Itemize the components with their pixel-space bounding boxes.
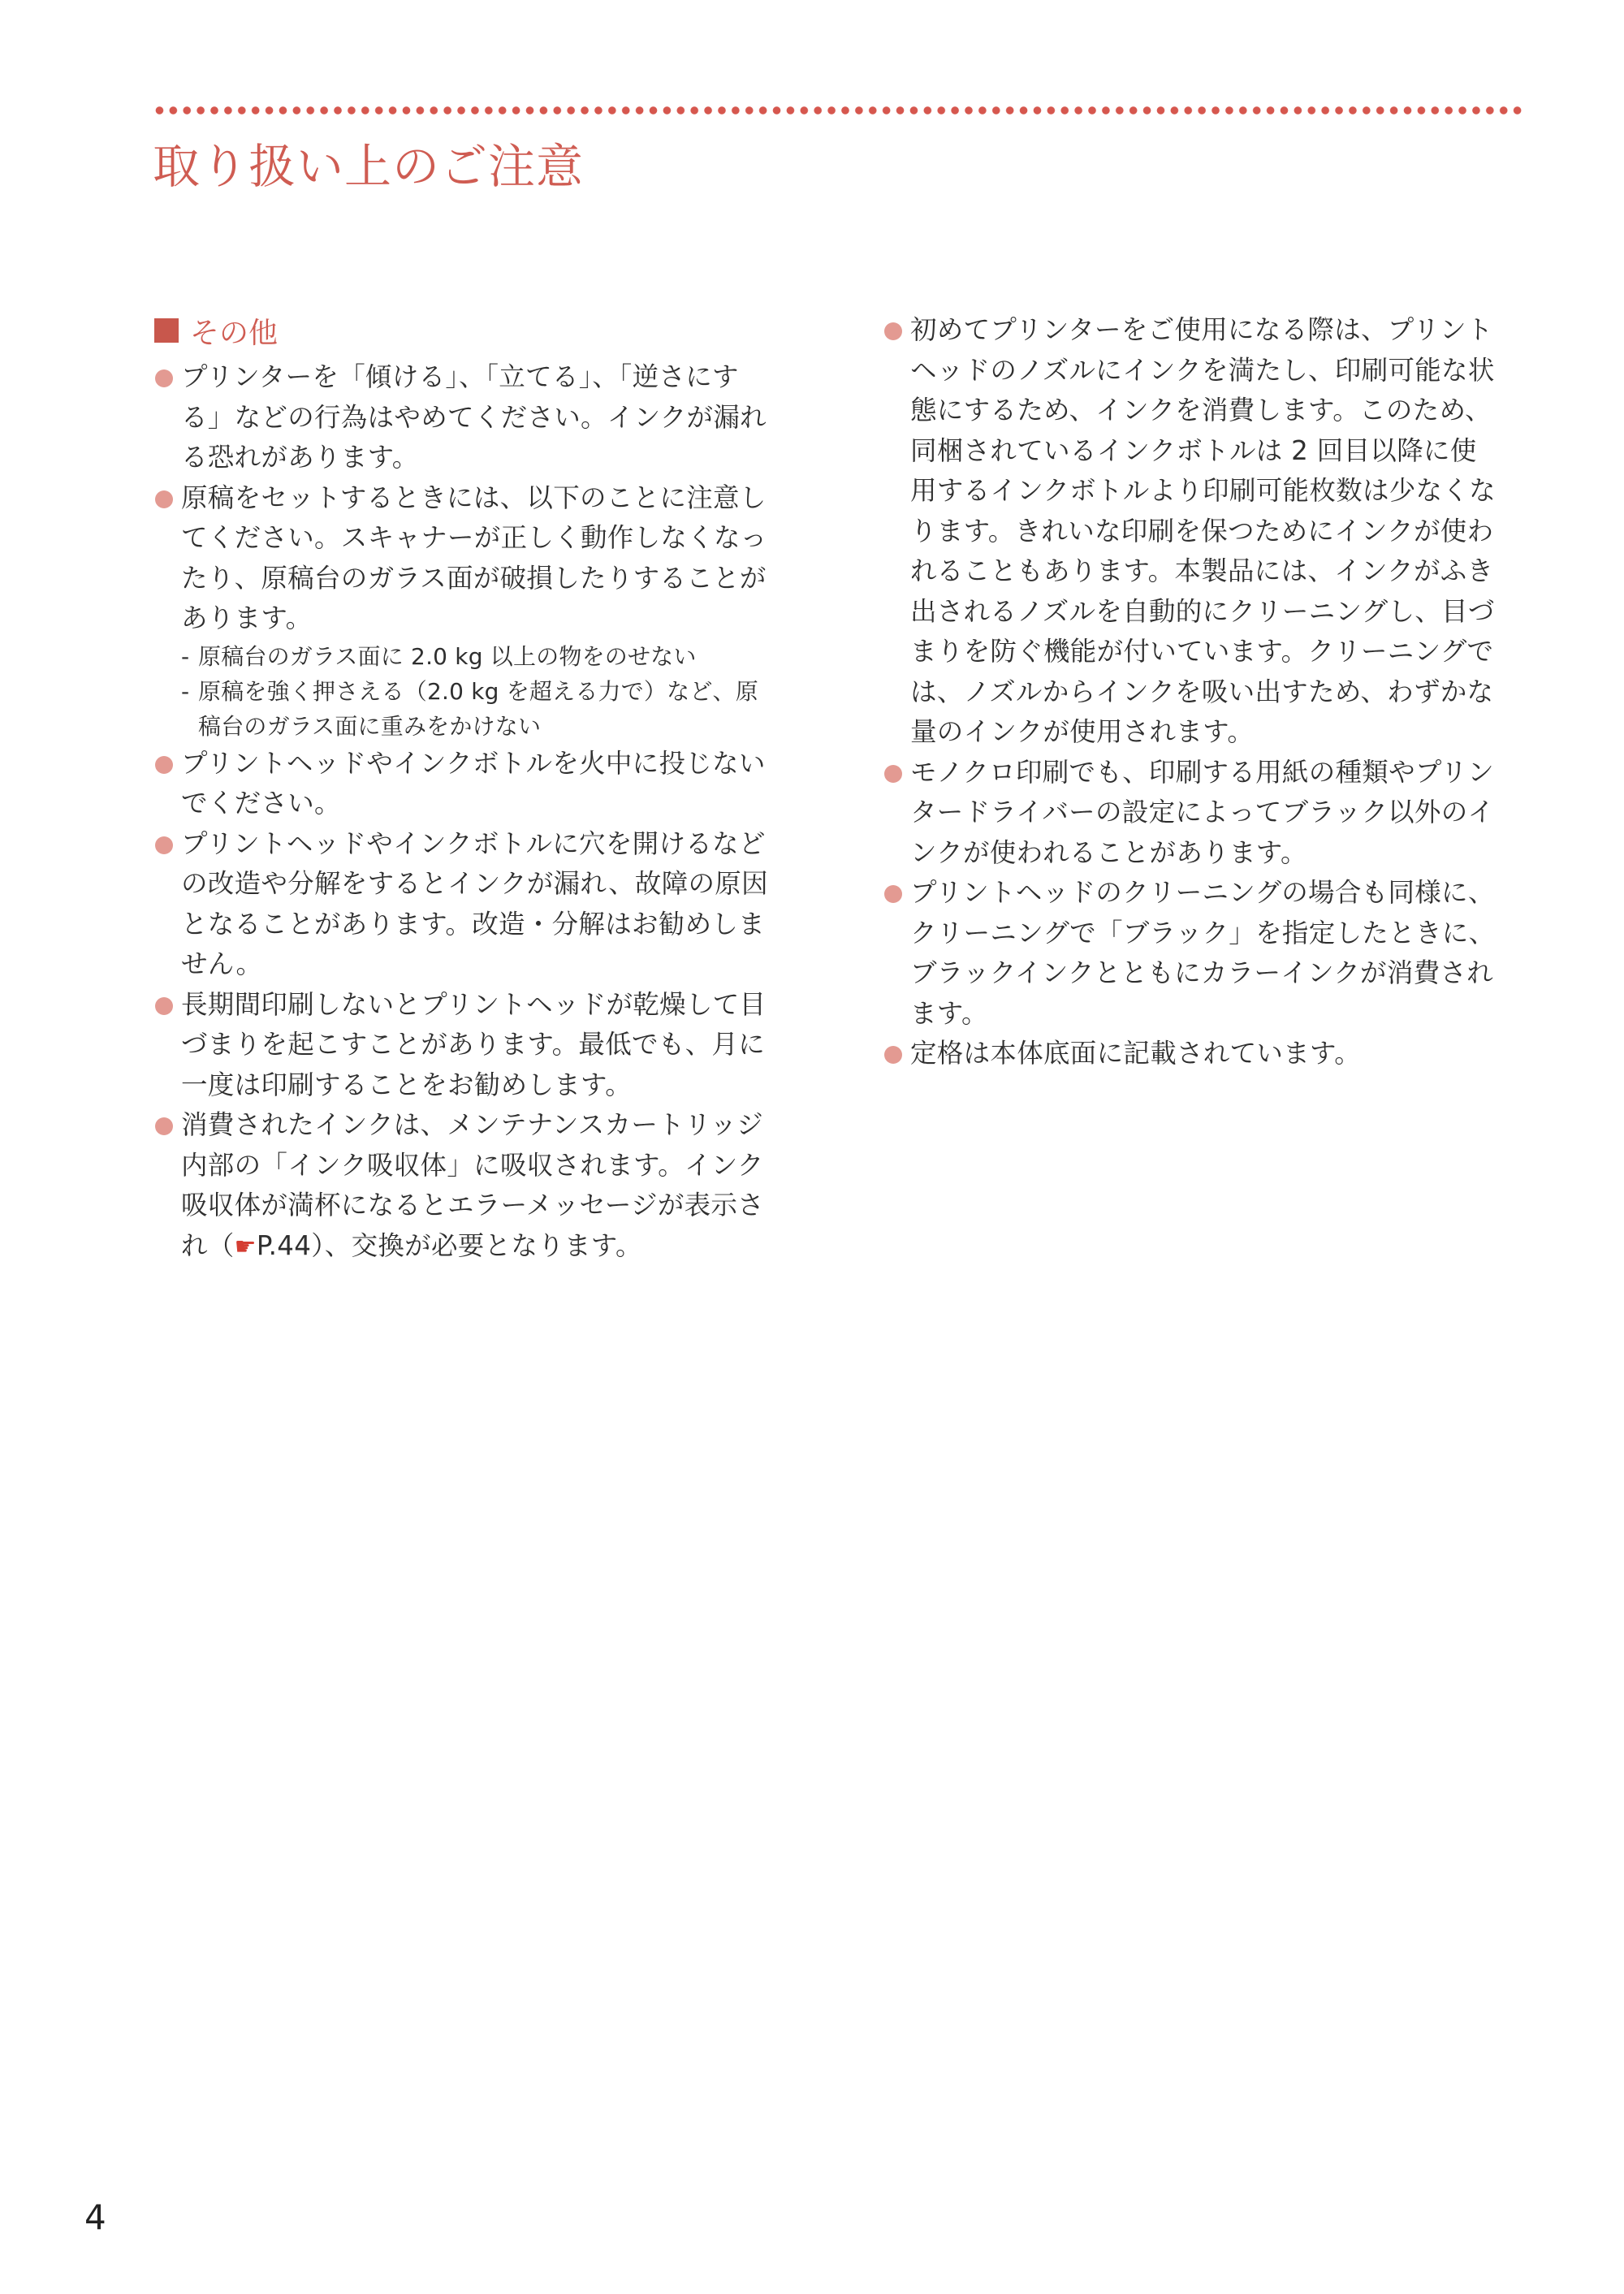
section-heading (154, 310, 771, 351)
page-title: 取り扱い上のご注意 (153, 139, 585, 194)
bullet-icon (155, 1117, 173, 1135)
sub-list-item (181, 639, 771, 674)
item-text: 初めてプリンターをご使用になる際は、プリントヘッドのノズルにインクを満たし、印刷可能な状態にするため、インクを消費します。このため、同梱されているインクボトルは 2 回目以降に使用するインクボトルより印刷可能枚数は少なくなります。きれいな印刷を保つためにインクが使われることもあります。本製品には、インクがふき出されるノズルを自動的にクリーニングし、目づまりを防ぐ機能が付いています。クリーニングでは、ノズルからインクを吸い出すため、わずかな量のインクが使用されます。 (910, 314, 1496, 747)
sub-list-item (181, 674, 771, 744)
list-item (883, 753, 1501, 874)
left-column (154, 310, 771, 1267)
list-item (154, 824, 771, 985)
list-item (154, 478, 771, 744)
item-text: 原稿をセットするときには、以下のことに注意してください。スキャナーが正しく動作しなくなったり、原稿台のガラス面が破損したりすることがあります。 (181, 482, 767, 633)
bullet-icon (155, 369, 173, 387)
item-text: 定格は本体底面に記載されています。 (910, 1038, 1362, 1069)
page-number: 4 (84, 2197, 106, 2237)
item-text: 長期間印刷しないとプリントヘッドが乾燥して目づまりを起こすことがあります。最低でも、月に一度は印刷することをお勧めします。 (181, 988, 767, 1100)
item-text (181, 1105, 771, 1267)
list-item (154, 744, 771, 824)
sub-item-text: 原稿を強く押さえる（2.0 kg を超える力で）など、原稿台のガラス面に重みをかけない (198, 677, 758, 740)
square-icon (154, 318, 179, 343)
list-item (154, 357, 771, 478)
list-item (154, 1105, 771, 1267)
sub-item-list (181, 639, 771, 744)
bullet-icon (155, 490, 173, 508)
right-item-list (883, 310, 1501, 1074)
item-text: プリントヘッドやインクボトルに穴を開けるなどの改造や分解をするとインクが漏れ、故障の原因となることがあります。改造・分解はお勧めしません。 (181, 827, 768, 979)
left-item-list (154, 357, 771, 1267)
dash-icon: - (181, 642, 190, 670)
bullet-icon (884, 1046, 902, 1064)
item-text: プリントヘッドやインクボトルを火中に投じないでください。 (181, 747, 766, 819)
item-text: プリンターを「傾ける」、「立てる」、「逆さにする」などの行為はやめてください。インクが漏れる恐れがあります。 (181, 361, 767, 473)
bullet-icon (884, 765, 902, 783)
bullet-icon (884, 885, 902, 903)
section-heading-label: その他 (190, 316, 279, 350)
list-item (154, 985, 771, 1106)
item-text: プリントヘッドのクリーニングの場合も同様に、クリーニングで「ブラック」を指定したときに、ブラックインクとともにカラーインクが消費されます。 (910, 877, 1496, 1029)
bullet-icon (884, 322, 902, 340)
dotted-header-rule (153, 104, 1523, 117)
item-text-before: 消費されたインクは、メンテナンスカートリッジ内部の「インク吸収体」に吸収されます。インク吸収体が満杯になるとエラーメッセージが表示され（ (181, 1109, 765, 1261)
item-text: モノクロ印刷でも、印刷する用紙の種類やプリンタードライバーの設定によってブラック以外のインクが使われることがあります。 (910, 756, 1495, 868)
bullet-icon (155, 997, 173, 1015)
dash-icon: - (181, 677, 190, 705)
bullet-icon (155, 756, 173, 774)
bullet-icon (155, 836, 173, 854)
list-item (883, 873, 1501, 1034)
page-reference-link[interactable]: P.44 (256, 1229, 312, 1261)
list-item (883, 310, 1501, 753)
right-column (883, 310, 1501, 1074)
item-text-after: ）、交換が必要となります。 (311, 1229, 642, 1261)
pointing-hand-icon: ☛ (234, 1232, 257, 1261)
sub-item-text: 原稿台のガラス面に 2.0 kg 以上の物をのせない (198, 642, 697, 670)
list-item (883, 1034, 1501, 1074)
